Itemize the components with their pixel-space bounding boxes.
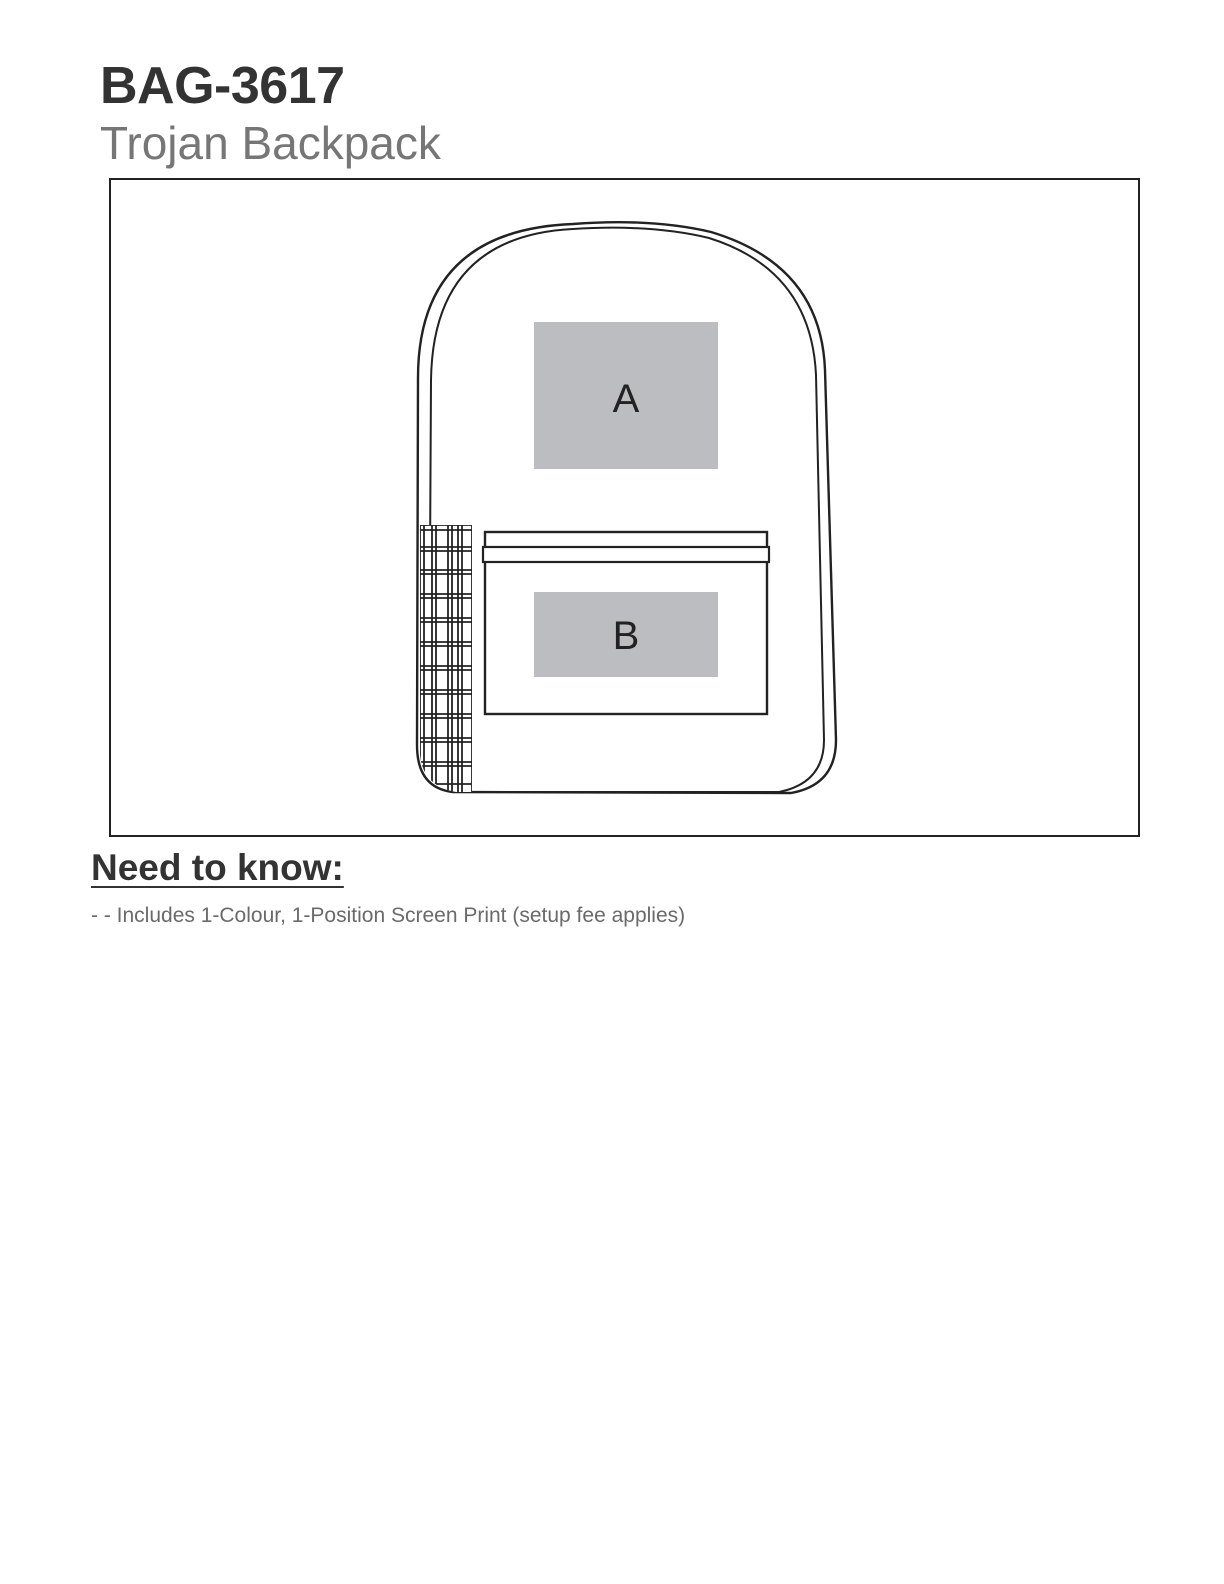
- print-area-a-label: A: [612, 377, 640, 421]
- side-mesh-pocket: [411, 520, 481, 800]
- need-to-know-list: [91, 902, 685, 930]
- print-area-b: [534, 592, 718, 677]
- need-to-know-item: - - Includes 1-Colour, 1-Position Screen Print (setup fee applies): [91, 904, 686, 927]
- need-to-know-heading: Need to know:: [91, 847, 344, 888]
- backpack-diagram: [111, 180, 1138, 835]
- print-area-b-label: B: [612, 614, 640, 658]
- product-diagram-frame: [109, 178, 1140, 837]
- product-code: BAG-3617: [100, 57, 345, 115]
- print-area-a: [534, 322, 718, 469]
- product-name: Trojan Backpack: [100, 117, 441, 169]
